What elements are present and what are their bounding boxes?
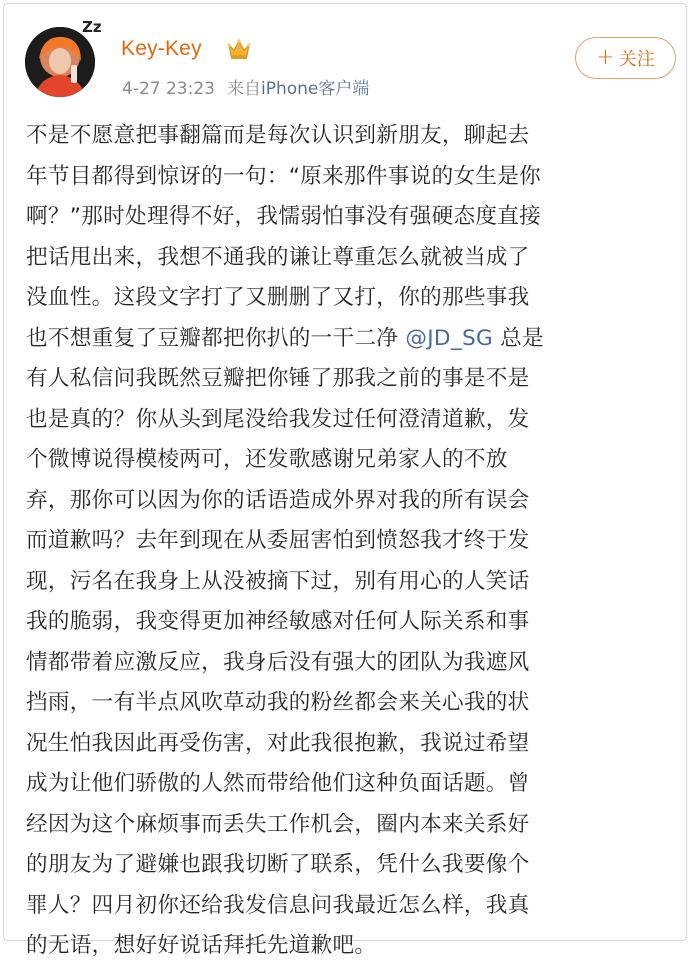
- post-body-line: [26, 197, 674, 238]
- plus-icon: +: [596, 45, 615, 70]
- follow-button[interactable]: [575, 37, 676, 79]
- post-body-text: 没血性。这段文字打了又删删了又打，你的那些事我: [26, 285, 530, 310]
- post-body-text: 我的脆弱，我变得更加神经敏感对任何人际关系和事: [26, 609, 530, 634]
- post-body-text: 总是: [493, 325, 544, 351]
- post-meta: [122, 74, 369, 99]
- post-timestamp: 4-27 23:23: [122, 79, 215, 99]
- post-body-line: [26, 805, 674, 846]
- post-body-line: [26, 521, 674, 562]
- post-body-line: [26, 764, 674, 805]
- avatar-image: [25, 27, 95, 97]
- post-body-text: 啊？”那时处理得不好，我懦弱怕事没有强硬态度直接: [26, 204, 542, 229]
- post-body-line: [26, 643, 674, 684]
- username[interactable]: Key-Key: [121, 37, 202, 60]
- post-body-text: 年节目都得到惊讶的一句：“原来那件事说的女生是你: [26, 163, 542, 189]
- post-body-text: 况生怕我因此再受伤害，对此我很抱歉，我说过希望: [26, 730, 530, 756]
- post-body-text: 情都带着应激反应，我身后没有强大的团队为我遮风: [26, 649, 530, 675]
- post-body-line: [26, 359, 674, 400]
- post-body-line: [26, 440, 674, 481]
- post-body-text: 的朋友为了避嫌也跟我切断了联系，凭什么我要像个: [26, 852, 530, 877]
- follow-label: 关注: [618, 49, 655, 70]
- post-body-text: 弃，那你可以因为你的话语造成外界对我的所有误会: [26, 487, 530, 513]
- source-prefix: 来自: [226, 79, 261, 99]
- post-body-text: 也不想重复了豆瓣都把你扒的一干二净: [26, 325, 399, 351]
- post-body-text: 个微博说得模棱两可，还发歌感谢兄弟家人的不放: [26, 447, 508, 472]
- post-body-line: [26, 845, 674, 886]
- post-body-text: 罪人？四月初你还给我发信息问我最近怎么样，我真: [26, 892, 530, 918]
- post-body-text: 而道歉吗？去年到现在从委屈害怕到愤怒我才终于发: [26, 528, 530, 553]
- post-body-line: [26, 157, 674, 198]
- post-header: [4, 4, 686, 114]
- post-body-text: 的无语，想好好说话拜托先道歉吧。: [26, 933, 377, 958]
- weibo-post-card: [3, 3, 687, 958]
- post-body-line: [26, 319, 674, 360]
- post-body-text: 不是不愿意把事翻篇而是每次认识到新朋友，聊起去: [26, 123, 530, 148]
- post-body-line: [26, 116, 674, 157]
- post-body-line: [26, 724, 674, 765]
- post-body-line: [26, 886, 674, 927]
- post-body-line: [26, 238, 674, 279]
- status-badge-text: Zz: [82, 18, 102, 36]
- post-body-line: [26, 926, 674, 967]
- post-body-line: [26, 400, 674, 441]
- post-body-line: [26, 683, 674, 724]
- post-body-text: 挡雨，一有半点风吹草动我的粉丝都会来关心我的状: [26, 690, 530, 715]
- post-body-text: 现，污名在我身上从没被摘下过，别有用心的人笑话: [26, 568, 530, 594]
- post-body-line: [26, 562, 674, 603]
- user-mention-link[interactable]: @JD_SG: [405, 325, 494, 351]
- post-body: [26, 116, 674, 967]
- post-source[interactable]: iPhone客户端: [260, 79, 370, 99]
- post-body-text: 有人私信问我既然豆瓣把你锤了那我之前的事是不是: [26, 366, 530, 391]
- post-body-line: [26, 481, 674, 522]
- crown-icon: [226, 37, 252, 65]
- avatar[interactable]: [25, 27, 95, 97]
- post-body-line: [26, 278, 674, 319]
- post-body-text: 把话甩出来，我想不通我的谦让尊重怎么就被当成了: [26, 244, 530, 270]
- post-body-text: 也是真的？你从头到尾没给我发过任何澄清道歉，发: [26, 406, 530, 432]
- post-body-text: 经因为这个麻烦事而丢失工作机会，圈内本来关系好: [26, 811, 530, 837]
- post-body-line: [26, 602, 674, 643]
- post-body-text: 成为让他们骄傲的人然而带给他们这种负面话题。曾: [26, 771, 530, 796]
